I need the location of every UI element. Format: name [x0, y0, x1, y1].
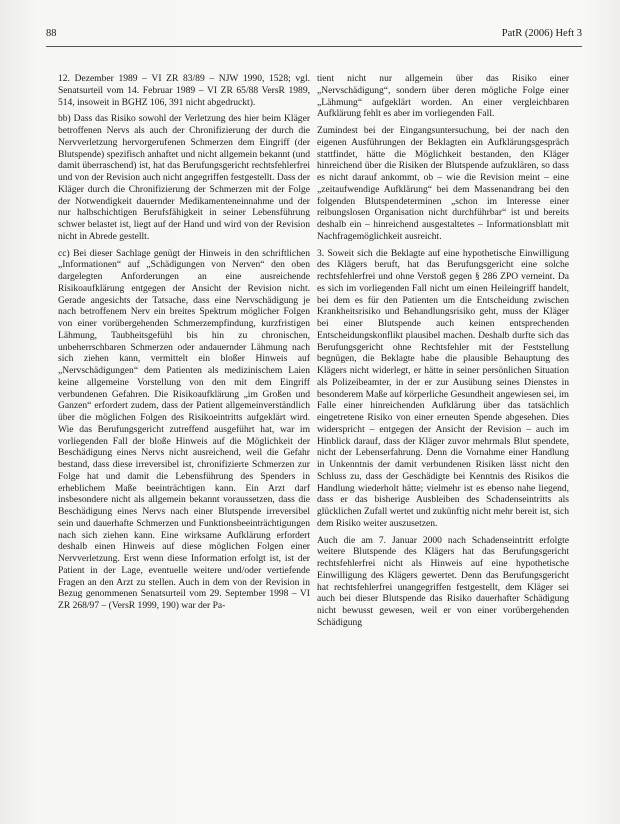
paragraph: 3. Soweit sich die Beklagte auf eine hypothetische Einwilligung des Klägers beruft, hat das Berufungsgericht eine solche rechtsfehlerfrei und ohne Verstoß gegen § 286 ZPO verneint. Da es sich im vorliegenden Fall nicht um einen Heileingriff handelt, bei dem es für den Patienten um die Entscheidung zwischen Krankheitsrisiko und Behandlungsrisiko geht, muss der Kläger bei einer Blutspende auch keinen entsprechenden Entscheidungskonflikt plausibel machen. Deshalb durfte sich das Berufungsgericht ohne Rechtsfehler mit der Feststellung begnügen, die Beklagte habe die plausible Behauptung des Klägers nicht widerlegt, er hätte in seiner persönlichen Situation als Polizeibeamter, in der er zur Ausübung seines Dienstes in besonderem Maße auf körperliche Gesundheit angewiesen sei, im Falle einer hinreichenden Aufklärung über das tatsächlich eingetretene Risiko von einer erneuten Spende abgesehen. Dies widerspricht – entgegen der Ansicht der Revision – auch im Hinblick darauf, dass der Kläger zuvor mehrmals Blut spendete, nicht der Lebenserfahrung. Denn die Vornahme einer Handlung in Unkenntnis der damit verbundenen Risiken lässt nicht den Schluss zu, dass der Geschädigte bei Kenntnis des Risikos die Handlung wiederholt hätte; vielmehr ist es ebenso nahe liegend, dass er das bisherige Ausbleiben des Schadenseintritts als glücklichen Zufall wertet und zukünftig nicht mehr bereit ist, sich dem Risiko weiter auszusetzen. [317, 247, 569, 529]
page-number: 88 [46, 28, 57, 39]
left-column [58, 73, 310, 617]
running-head: PatR (2006) Heft 3 [501, 28, 582, 39]
page-header [46, 28, 582, 47]
paragraph: bb) Dass das Risiko sowohl der Verletzung des hier beim Kläger betroffenen Nervs als auch der Chronifizierung der durch die Nervverletzung hervorgerufenen Schmerzen dem Eingriff (der Blutspende) spezifisch anhaftet und nicht allgemein bekannt (und damit überraschend) ist, hat das Berufungsgericht rechtsfehlerfrei und von der Revision auch nicht angegriffen festgestellt. Dass der Kläger durch die Chronifizierung der Schmerzen mit der Folge der Notwendigkeit dauernder Medikamenteneinnahme und der nur halbschichtigen Berufsfähigkeit in seiner Lebensführung schwer belastet ist, liegt auf der Hand und wird von der Revision nicht in Abrede gestellt. [58, 113, 310, 242]
paragraph: Auch die am 7. Januar 2000 nach Schadenseintritt erfolgte weitere Blutspende des Klägers hat das Berufungsgericht rechtsfehlerfrei nicht als Hinweis auf eine hypothetische Einwilligung des Klägers gewertet. Denn das Berufungsgericht hat rechtsfehlerfrei unangegriffen festgestellt, dem Kläger sei auch bei dieser Blutspende das Risiko dauerhafter Schädigung nicht bewusst gewesen, weil er von einer vorübergehenden Schädigung [317, 534, 569, 628]
paragraph: Zumindest bei der Eingangsuntersuchung, bei der nach den eigenen Ausführungen der Beklagten ein Aufklärungsgespräch stattfindet, hätte die Möglichkeit bestanden, den Kläger hinreichend über die Risiken der Blutspende aufzuklären, so dass es nicht darauf ankommt, ob – wie die Revision meint – eine „zeitaufwendige Aufklärung“ bei dem Massenandrang bei den folgenden Blutspendeterminen „schon im Interesse einer reibungslosen Organisation nicht durchführbar“ ist und bereits deshalb ein – hinreichend ausgestaltetes – Informationsblatt mit Nachfragemöglichkeit ausreicht. [317, 125, 569, 242]
right-column [317, 73, 569, 634]
paragraph: tient nicht nur allgemein über das Risiko einer „Nervschädigung“, sondern über deren mögliche Folge einer „Lähmung“ aufgeklärt worden. An einer vergleichbaren Aufklärung fehlt es aber im vorliegenden Fall. [317, 73, 569, 120]
paragraph: 12. Dezember 1989 – VI ZR 83/89 – NJW 1990, 1528; vgl. Senatsurteil vom 14. Februar 1989 – VI ZR 65/88 VersR 1989, 514, insoweit in BGHZ 106, 391 nicht abgedruckt). [58, 73, 310, 108]
paragraph: cc) Bei dieser Sachlage genügt der Hinweis in den schriftlichen „Informationen“ auf „Schädigungen von Nerven“ den oben dargelegten Anforderungen an eine ausreichende Risikoaufklärung entgegen der Ansicht der Revision nicht. Gerade angesichts der Tatsache, dass eine Nervschädigung je nach betroffenem Nerv ein breites Spektrum möglicher Folgen von einer vorübergehenden Schmerzempfindung, kurzfristigen Lähmung, Taubheitsgefühl bis hin zu chronischen, unbeherrschbaren Schmerzen oder andauernder Lähmung nach sich ziehen kann, vermittelt ein bloßer Hinweis auf „Nervschädigungen“ dem Patienten als medizinischem Laien keine allgemeine Vorstellung von den mit dem Eingriff verbundenen Gefahren. Die Risikoaufklärung „im Großen und Ganzen“ erfordert zudem, dass der Patient allgemeinverständlich über die möglichen Folgen des Risikoeintritts aufgeklärt wird. Wie das Berufungsgericht zutreffend ausgeführt hat, war im vorliegenden Fall der bloße Hinweis auf die Möglichkeit der Beschädigung eines Nervs nicht ausreichend, weil die Gefahr bestand, dass diese irreversibel ist, chronifizierte Schmerzen zur Folge hat und damit die Lebensführung des Spenders in erheblichem Maße beeinträchtigen kann. Ein Arzt darf insbesondere nicht als allgemein bekannt voraussetzen, dass die Beschädigung eines Nervs nach einer Blutspende irreversibel sein und dauerhafte Schmerzen und Funktionsbeeinträchtigungen nach sich ziehen kann. Eine wirksame Aufklärung erfordert deshalb einen Hinweis auf diese möglichen Folgen einer Nervverletzung. Erst wenn diese Information erfolgt ist, ist der Patient in der Lage, eventuelle weitere und/oder vertiefende Fragen an den Arzt zu stellen. Auch in dem von der Revision in Bezug genommenen Senatsurteil vom 29. September 1998 – VI ZR 268/97 – (VersR 1999, 190) war der Pa- [58, 247, 310, 611]
